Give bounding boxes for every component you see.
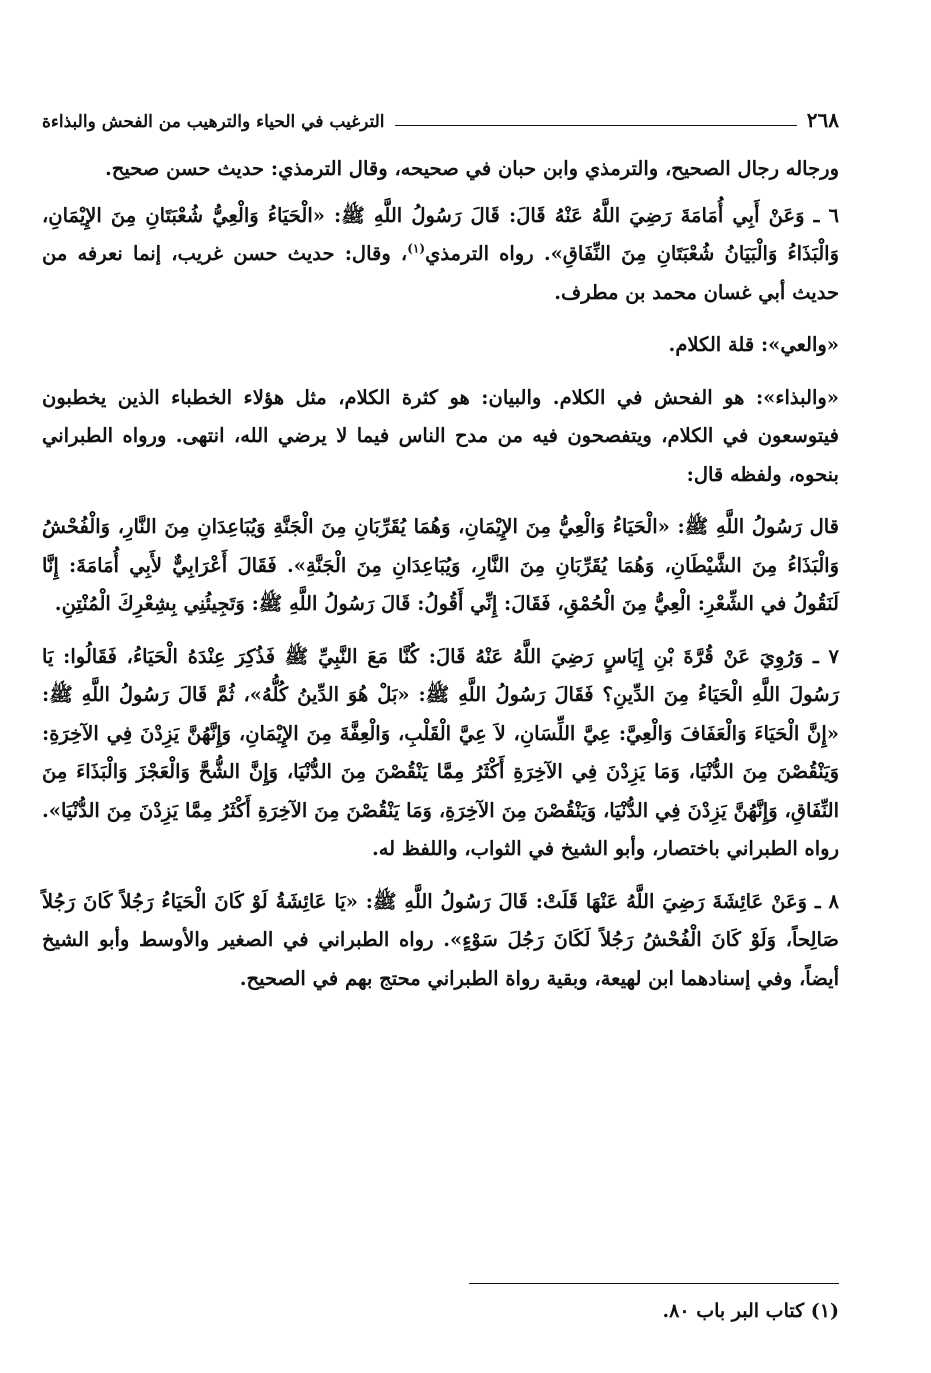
running-title: الترغيب في الحياء والترهيب من الفحش والبذاءة [42, 112, 385, 132]
page-number: ٢٦٨ [806, 108, 839, 132]
footnote-marker: (١) [810, 1300, 839, 1322]
definition-al-badhaa: «والبذاء»: هو الفحش في الكلام. والبيان: هو كثرة الكلام، مثل هؤلاء الخطباء الذين يخطبون فيتوسعون في الكلام، ويتفصحون فيه من مدح الناس فيما لا يرضي الله، انتهى. ورواه الطبراني بنحوه، ولفظه قال: [42, 385, 839, 486]
hadith-6-text: ٦ ـ وَعَنْ أَبِي أُمَامَةَ رَضِيَ اللَّهُ عَنْهُ قَالَ: قَالَ رَسُولُ اللَّهِ ﷺ: «الْحَيَاءُ وَالْعِيُّ شُعْبَتَانِ مِنَ الإِيْمَانِ، وَالْبَذَاءُ وَالْبَيَانُ شُعْبَتَانِ مِنَ النِّفَاقِ». رواه الترمذي [42, 203, 839, 265]
hadith-7: ٧ ـ وَرُوِيَ عَنْ قُرَّةَ بْنِ إِيَاسٍ رَضِيَ اللَّهُ عَنْهُ قَالَ: كُنَّا مَعَ النَّبِيِّ ﷺ فَذُكِرَ عِنْدَهُ الْحَيَاءُ، فَقَالُوا: يَا رَسُولَ اللَّهِ الْحَيَاءُ مِنَ الدِّينِ؟ فَقَالَ رَسُولُ اللَّهِ ﷺ: «بَلْ هُوَ الدِّينُ كُلُّهُ»، ثُمَّ قَالَ رَسُولُ اللَّهِ ﷺ: «إِنَّ الْحَيَاءَ وَالْعَفَافَ وَالْعِيَّ: عِيَّ اللِّسَانِ، لاَ عِيَّ الْقَلْبِ، وَالْعِفَّةَ مِنَ الإِيْمَانِ، وَإِنَّهُنَّ يَزِدْنَ فِي الآخِرَةِ: وَيَنْقُصْنَ مِنَ الدُّنْيَا، وَمَا يَزِدْنَ فِي الآخِرَةِ أَكْثَرُ مِمَّا يَنْقُصْنَ مِنَ الدُّنْيَا، وَإِنَّ الشُّحَّ وَالْعَجْزَ وَالْبَذَاءَ مِنَ النِّفَاقِ، وَإِنَّهُنَّ يَزِدْنَ فِي الدُّنْيَا، وَيَنْقُصْنَ مِنَ الآخِرَةِ، وَمَا يَنْقُصْنَ مِنَ الآخِرَةِ أَكْثَرُ مِمَّا يَزِدْنَ مِنَ الدُّنْيَا». رواه الطبراني باختصار، وأبو الشيخ في الثواب، واللفظ له. [42, 644, 839, 860]
page-body [42, 150, 839, 1012]
page-header [42, 98, 839, 132]
definition-al-ayy: «والعي»: قلة الكلام. [668, 333, 839, 356]
tabarani-narration: قال رَسُولُ اللَّهِ ﷺ: «الْحَيَاءُ وَالْعِيُّ مِنَ الإِيْمَانِ، وَهُمَا يُقَرِّبَانِ مِنَ الْجَنَّةِ وَيُبَاعِدَانِ مِنَ النَّارِ، وَالْفُحْشُ وَالْبَذَاءُ مِنَ الشَّيْطَانِ، وَهُمَا يُقَرِّبَانِ مِنَ النَّارِ، وَيُبَاعِدَانِ مِنَ الْجَنَّةِ». فَقَالَ أَعْرَابِيٌّ لأَبِي أُمَامَةَ: إِنَّا لَنَقُولُ في الشِّعْرِ: الْعِيُّ مِنَ الْحُمْقِ، فَقَالَ: إِنِّي أَقُولُ: قَالَ رَسُولُ اللَّهِ ﷺ: وَتَجِيئُنِي بِشِعْرِكَ الْمُنْتِنِ. [42, 515, 839, 615]
header-rule [395, 125, 797, 126]
footnote-rule [469, 1283, 839, 1284]
hadith-8: ٨ ـ وَعَنْ عَائِشَةَ رَضِيَ اللَّهُ عَنْهَا قَلَتْ: قَالَ رَسُولُ اللَّهِ ﷺ: «يَا عَائِشَةُ لَوْ كَانَ الْحَيَاءُ رَجُلاً كَانَ رَجُلاً صَالِحاً، وَلَوْ كَانَ الْفُحْشُ رَجُلاً لَكَانَ رَجُلَ سَوْءٍ». رواه الطبراني في الصغير والأوسط وأبو الشيخ أيضاً، وفي إسنادهما ابن لهيعة، وبقية رواة الطبراني محتج بهم في الصحيح. [42, 889, 839, 990]
hadith-6-commentary: ، وقال: حديث حسن غريب، إنما نعرفه من حديث أبي غسان محمد بن مطرف. [42, 242, 839, 304]
footnote-text: كتاب البر باب ٨٠. [662, 1300, 805, 1322]
hadith-6 [42, 197, 839, 313]
footnote-ref: (١) [407, 241, 426, 256]
paragraph-0: ورجاله رجال الصحيح، والترمذي وابن حبان في صحيحه، وقال الترمذي: حديث حسن صحيح. [104, 157, 839, 180]
footnote [300, 1300, 839, 1322]
